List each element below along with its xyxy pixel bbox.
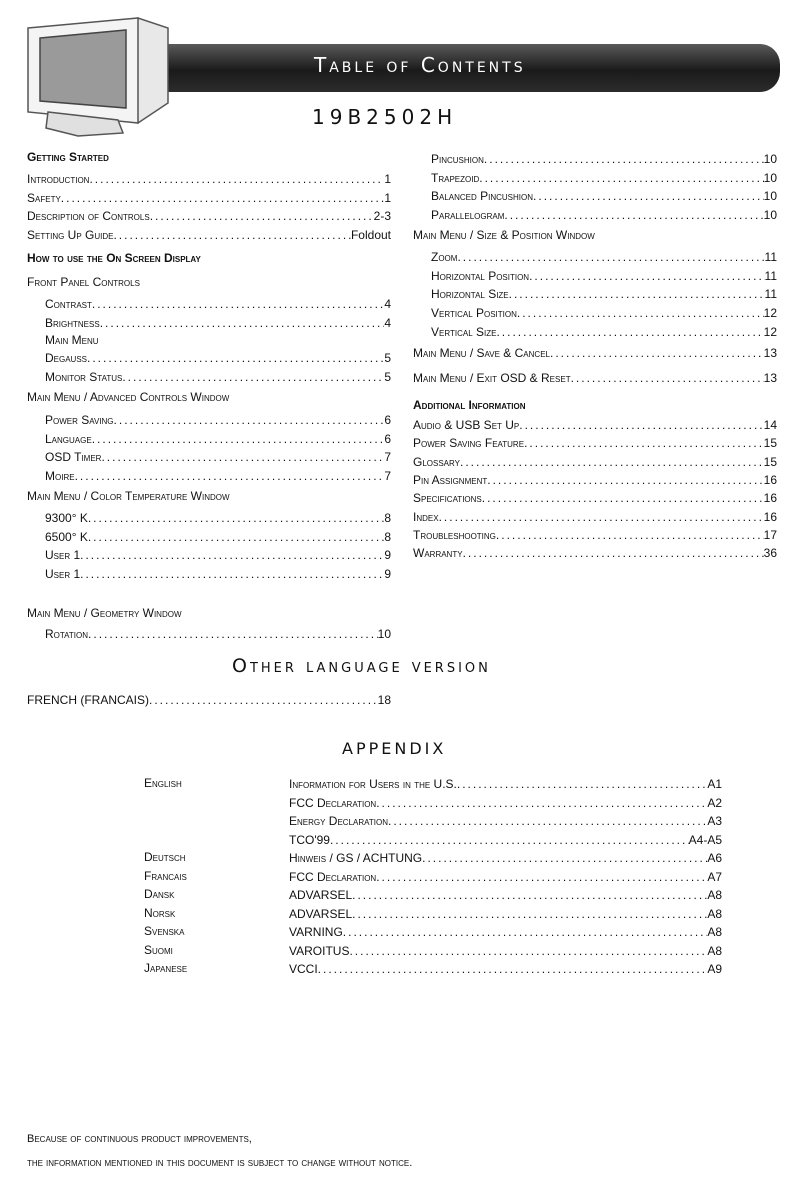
- toc-entry-label: Description of Controls: [27, 209, 150, 223]
- appendix-language: Francais: [144, 868, 187, 883]
- dot-leader: [88, 529, 384, 545]
- dot-leader: [376, 795, 707, 811]
- toc-entry: [289, 906, 722, 922]
- dot-leader: [88, 626, 378, 642]
- main-menu-heading: Main Menu: [45, 333, 99, 347]
- toc-entry: [289, 924, 722, 940]
- model-number: 19B2502H: [312, 105, 458, 129]
- toc-entry-page: 10: [763, 152, 777, 166]
- toc-entry-page: A1: [707, 777, 722, 791]
- dot-leader: [80, 547, 384, 563]
- toc-entry-label: Information for Users in the U.S.: [289, 777, 457, 791]
- toc-entry-page: 7: [384, 450, 391, 464]
- dot-leader: [150, 208, 374, 224]
- toc-entry: [45, 547, 391, 563]
- toc-entry: [45, 315, 391, 331]
- toc-entry: [413, 490, 777, 506]
- section-getting-started: Getting Started: [27, 150, 109, 164]
- toc-entry-label: Power Saving: [45, 413, 114, 427]
- dot-leader: [463, 545, 764, 561]
- toc-entry-page: 4: [384, 315, 391, 330]
- toc-entry-label: Glossary: [413, 454, 460, 469]
- toc-entry-label: Setting Up Guide: [27, 227, 114, 242]
- toc-entry: [431, 207, 777, 223]
- toc-entry-page: 1: [384, 172, 391, 186]
- toc-entry: [289, 813, 722, 829]
- toc-entry-page: 12: [763, 324, 777, 339]
- toc-entry: [45, 510, 391, 526]
- toc-entry-page: 36: [763, 546, 777, 561]
- toc-entry-label: Zoom: [431, 250, 458, 264]
- toc-entry-label: ADVARSEL: [289, 906, 353, 921]
- toc-entry-page: 11: [764, 250, 777, 264]
- appendix-language: English: [144, 776, 182, 790]
- toc-entry-page: A8: [707, 943, 722, 958]
- toc-entry: [45, 626, 391, 642]
- dot-leader: [88, 510, 384, 526]
- toc-entry: [289, 795, 722, 811]
- toc-entry-label: Pincushion: [431, 152, 484, 166]
- toc-entry: [45, 369, 391, 385]
- toc-entry: [45, 431, 391, 447]
- appendix-language: Suomi: [144, 942, 173, 957]
- toc-entry-page: A9: [707, 962, 722, 976]
- toc-entry: [45, 412, 391, 428]
- toc-entry-label: Horizontal Position: [431, 268, 530, 283]
- toc-entry-label: VARNING: [289, 925, 343, 939]
- dot-leader: [482, 490, 764, 506]
- dot-leader: [487, 472, 763, 488]
- toc-entry-page: 10: [763, 189, 777, 204]
- toc-entry-label: TCO'99: [289, 832, 330, 847]
- toc-entry-page: 5: [384, 370, 391, 384]
- toc-entry-page: 7: [384, 468, 391, 483]
- toc-entry-label: Rotation: [45, 627, 89, 641]
- toc-entry-label: Hinweis / GS / ACHTUNG: [289, 851, 423, 865]
- page-title: Table of Contents: [314, 53, 526, 77]
- toc-entry-page: 13: [763, 346, 777, 360]
- footer-note-2: the information mentioned in this document is subject to change without notice.: [27, 1157, 413, 1169]
- dot-leader: [484, 151, 764, 167]
- dot-leader: [330, 832, 689, 848]
- toc-entry-label: Main Menu / Exit OSD & Reset: [413, 371, 571, 385]
- toc-entry-label: VAROITUS: [289, 943, 350, 958]
- toc-entry: [289, 776, 722, 792]
- toc-entry-label: Balanced Pincushion: [431, 189, 534, 204]
- toc-entry: [431, 188, 777, 204]
- toc-entry-page: A7: [707, 869, 722, 884]
- toc-entry-label: Contrast: [45, 297, 92, 311]
- toc-entry: [27, 227, 391, 243]
- toc-entry-page: 10: [763, 208, 777, 223]
- dot-leader: [92, 296, 384, 312]
- toc-entry-page: 8: [384, 529, 391, 544]
- toc-entry: [45, 449, 391, 465]
- toc-entry-page: A8: [707, 888, 722, 902]
- appendix-language: Japanese: [144, 961, 188, 975]
- dot-leader: [457, 776, 707, 792]
- toc-entry: [45, 566, 391, 582]
- toc-entry: [45, 468, 391, 484]
- toc-entry-label: Power Saving Feature: [413, 436, 525, 451]
- dot-leader: [457, 249, 764, 265]
- toc-entry-label: User 1: [45, 566, 81, 581]
- dot-leader: [517, 305, 764, 321]
- toc-entry: [431, 286, 777, 302]
- toc-entry-page: A3: [707, 814, 722, 828]
- advanced-heading: Main Menu / Advanced Controls Window: [27, 390, 230, 404]
- toc-entry-label: Energy Declaration: [289, 814, 388, 828]
- toc-entry-label: Troubleshooting: [413, 527, 496, 542]
- appendix-language: Svenska: [144, 924, 185, 938]
- toc-entry: [289, 961, 722, 977]
- toc-entry-label: Index: [413, 509, 439, 524]
- toc-entry-page: 15: [763, 436, 777, 451]
- toc-entry: [431, 305, 777, 321]
- toc-entry-label: Degauss: [45, 351, 88, 365]
- toc-entry-label: User 1: [45, 548, 81, 562]
- toc-entry: [27, 190, 391, 206]
- toc-entry: [413, 454, 777, 470]
- dot-leader: [504, 207, 763, 223]
- toc-entry: [289, 887, 722, 903]
- toc-entry: [431, 324, 777, 340]
- toc-entry-page: 12: [763, 306, 777, 321]
- toc-entry-page: 15: [763, 454, 777, 469]
- geometry-heading: Main Menu / Geometry Window: [27, 606, 182, 620]
- toc-entry-page: A8: [707, 906, 722, 921]
- dot-leader: [571, 370, 764, 386]
- dot-leader: [550, 345, 764, 361]
- toc-entry: [27, 208, 391, 224]
- toc-entry-label: ADVARSEL: [289, 888, 353, 902]
- appendix-language: Deutsch: [144, 850, 186, 864]
- dot-leader: [100, 315, 385, 331]
- toc-entry: [289, 832, 722, 848]
- dot-leader: [519, 417, 763, 433]
- size-position-heading: Main Menu / Size & Position Window: [413, 228, 595, 242]
- toc-entry: [413, 435, 777, 451]
- toc-entry-page: 9: [384, 566, 391, 581]
- appendix-language: Norsk: [144, 905, 176, 920]
- toc-entry-label: OSD Timer: [45, 450, 102, 464]
- toc-entry-page: A4-A5: [688, 832, 722, 847]
- toc-entry-page: 11: [764, 268, 777, 283]
- toc-entry-page: 16: [763, 491, 777, 506]
- toc-entry: [27, 692, 391, 708]
- dot-leader: [388, 813, 707, 829]
- toc-entry-page: 14: [763, 418, 777, 432]
- toc-entry-page: A2: [707, 795, 722, 810]
- dot-leader: [529, 268, 764, 284]
- toc-entry-page: 4: [384, 297, 391, 311]
- toc-entry: [431, 170, 777, 186]
- toc-entry: [413, 345, 777, 361]
- dot-leader: [149, 692, 378, 708]
- toc-entry: [27, 171, 391, 187]
- dot-leader: [460, 454, 764, 470]
- toc-entry-page: 10: [763, 170, 777, 185]
- dot-leader: [509, 286, 765, 302]
- toc-entry-page: 11: [764, 287, 777, 302]
- color-heading: Main Menu / Color Temperature Window: [27, 489, 230, 503]
- footer-note-1: Because of continuous product improvements,: [27, 1133, 252, 1145]
- toc-entry: [413, 527, 777, 543]
- toc-entry-page: 5: [384, 351, 391, 365]
- toc-entry-label: Introduction: [27, 172, 90, 186]
- appendix-language: Dansk: [144, 887, 175, 901]
- toc-entry-label: Monitor Status: [45, 370, 123, 384]
- front-panel-heading: Front Panel Controls: [27, 275, 140, 289]
- toc-entry-label: Trapezoid: [431, 170, 480, 185]
- toc-entry-page: A8: [707, 925, 722, 939]
- toc-entry-label: Vertical Position: [431, 306, 517, 321]
- toc-entry-page: 1: [384, 190, 391, 205]
- toc-entry-label: Brightness: [45, 315, 100, 330]
- dot-leader: [113, 227, 351, 243]
- toc-entry-page: 18: [377, 693, 391, 707]
- section-osd: How to use the On Screen Display: [27, 251, 201, 265]
- toc-entry: [45, 296, 391, 312]
- toc-entry-page: 2-3: [373, 209, 391, 223]
- toc-entry: [431, 151, 777, 167]
- toc-entry: [289, 850, 722, 866]
- toc-entry-label: Language: [45, 431, 92, 446]
- toc-entry-label: Vertical Size: [431, 324, 497, 339]
- dot-leader: [533, 188, 764, 204]
- toc-entry: [289, 943, 722, 959]
- dot-leader: [496, 527, 764, 543]
- dot-leader: [349, 943, 707, 959]
- dot-leader: [376, 869, 707, 885]
- toc-entry-label: Audio & USB Set Up: [413, 418, 520, 432]
- toc-entry: [45, 529, 391, 545]
- toc-entry-page: 17: [763, 527, 777, 542]
- toc-entry-label: Main Menu / Save & Cancel: [413, 346, 550, 360]
- toc-entry-label: Safety: [27, 190, 61, 205]
- toc-entry-label: Specifications: [413, 491, 482, 506]
- toc-entry-label: FCC Declaration: [289, 795, 377, 810]
- toc-entry-label: Horizontal Size: [431, 287, 509, 302]
- dot-leader: [61, 190, 385, 206]
- toc-entry-page: 16: [763, 472, 777, 487]
- appendix-heading: APPENDIX: [342, 739, 447, 758]
- toc-entry-page: 8: [384, 511, 391, 525]
- toc-entry-label: FRENCH (FRANCAIS): [27, 693, 149, 707]
- toc-entry: [289, 869, 722, 885]
- other-language-heading: Other language version: [232, 655, 491, 677]
- dot-leader: [422, 850, 707, 866]
- toc-entry: [413, 370, 777, 386]
- toc-entry-page: Foldout: [350, 227, 391, 242]
- dot-leader: [92, 431, 385, 447]
- toc-entry: [413, 472, 777, 488]
- dot-leader: [343, 924, 708, 940]
- dot-leader: [101, 449, 384, 465]
- toc-entry: [431, 249, 777, 265]
- dot-leader: [479, 170, 763, 186]
- toc-entry-page: 10: [377, 627, 391, 641]
- dot-leader: [87, 350, 384, 366]
- additional-heading: Additional Information: [413, 398, 526, 412]
- toc-entry-page: 16: [763, 509, 777, 524]
- dot-leader: [496, 324, 763, 340]
- toc-entry-page: 6: [384, 413, 391, 427]
- monitor-icon: [18, 8, 178, 138]
- dot-leader: [439, 509, 764, 525]
- dot-leader: [89, 171, 384, 187]
- toc-entry-page: A6: [707, 851, 722, 865]
- dot-leader: [75, 468, 385, 484]
- toc-entry-label: FCC Declaration: [289, 869, 377, 884]
- dot-leader: [122, 369, 384, 385]
- toc-entry: [413, 417, 777, 433]
- dot-leader: [318, 961, 708, 977]
- toc-entry: [413, 509, 777, 525]
- dot-leader: [524, 435, 764, 451]
- dot-leader: [352, 887, 707, 903]
- toc-entry: [413, 545, 777, 561]
- toc-entry-label: Warranty: [413, 546, 463, 561]
- toc-entry-page: 13: [763, 371, 777, 385]
- toc-entry-label: 6500° K: [45, 529, 88, 544]
- dot-leader: [352, 906, 707, 922]
- toc-entry-label: Parallelogram: [431, 208, 505, 223]
- toc-entry-label: VCCI: [289, 962, 318, 976]
- dot-leader: [114, 412, 385, 428]
- toc-entry: [431, 268, 777, 284]
- toc-entry-page: 6: [384, 431, 391, 446]
- toc-entry-page: 9: [384, 548, 391, 562]
- dot-leader: [80, 566, 384, 582]
- toc-entry-label: Pin Assignment: [413, 472, 488, 487]
- toc-entry: [45, 350, 391, 366]
- toc-entry-label: 9300° K: [45, 511, 88, 525]
- toc-entry-label: Moire: [45, 468, 75, 483]
